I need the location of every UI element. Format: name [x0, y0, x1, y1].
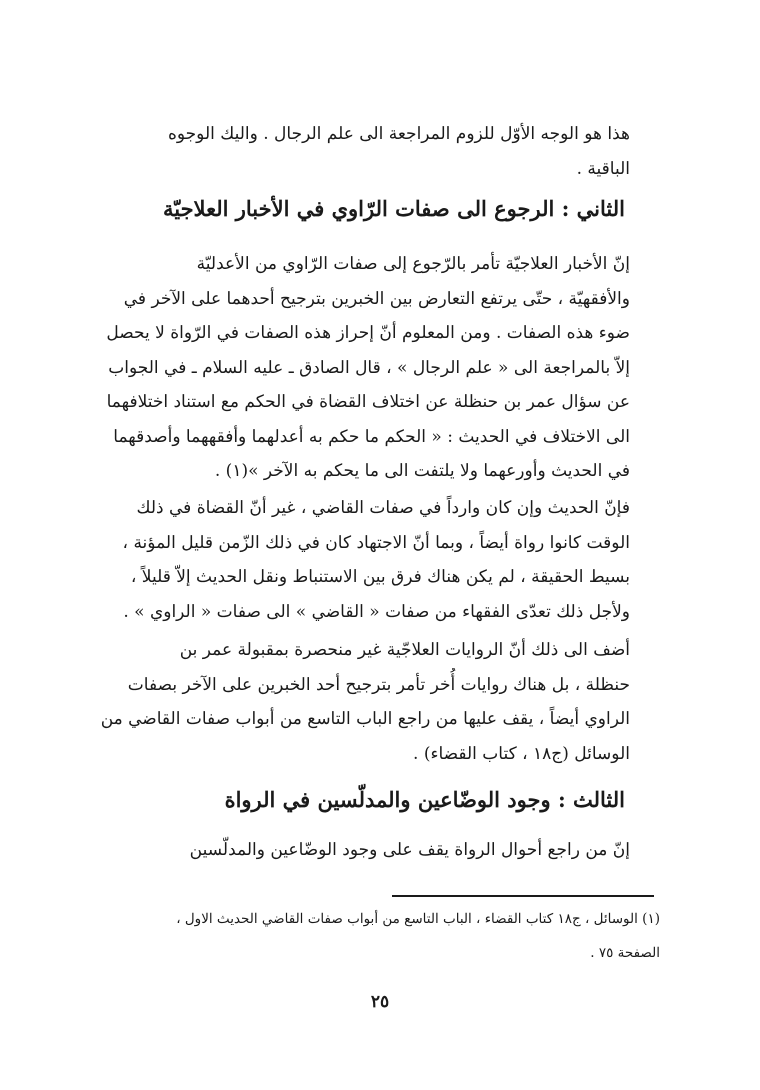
text-line: إنّ الأخبار العلاجيّة تأمر بالرّجوع إلى صفات الرّاوي من الأعدليّة: [196, 254, 630, 274]
text-line: هذا هو الوجه الأوّل للزوم المراجعة الى علم الرجال . واليك الوجوه: [167, 124, 630, 144]
text-line: ولأجل ذلك تعدّى الفقهاء من صفات « القاضي » الى صفات « الراوي » .: [123, 601, 630, 622]
section-heading-third: الثالث : وجود الوضّاعين والمدلّسين في الرواة: [224, 787, 625, 812]
intro-paragraph: [100, 117, 630, 186]
text-line: الباقية .: [576, 158, 630, 179]
text-line: حنظلة ، بل هناك روايات أُخر تأمر بترجيح أحد الخبرين على الآخر بصفات: [127, 674, 630, 695]
footnote-line: الصفحة ٧٥ .: [590, 945, 660, 961]
text-line: أضف الى ذلك أنّ الروايات العلاجّية غير منحصرة بمقبولة عمر بن: [179, 640, 630, 660]
footnote: [80, 902, 660, 970]
text-line: الراوي أيضاً ، يقف عليها من راجع الباب التاسع من أبواب صفات القاضي من: [100, 709, 630, 729]
text-line: إلاّ بالمراجعة الى « علم الرجال » ، قال الصادق ـ عليه السلام ـ في الجواب: [108, 357, 630, 378]
text-line: الوسائل (ج١٨ ، كتاب القضاء) .: [413, 743, 630, 764]
text-line: الوقت كانوا رواة أيضاً ، وبما أنّ الاجتهاد كان في ذلك الزّمن قليل المؤنة ،: [122, 532, 630, 553]
text-line: عن سؤال عمر بن حنظلة عن اختلاف القضاة في الحكم مع استناد اختلافهما: [106, 392, 630, 412]
text-line: إنّ من راجع أحوال الرواة يقف على وجود الوضّاعين والمدلّسين: [189, 840, 630, 860]
text-line: بسيط الحقيقة ، لم يكن هناك فرق بين الاستنباط ونقل الحديث إلاّ قليلاً ،: [130, 567, 630, 587]
text-line: الى الاختلاف في الحديث : « الحكم ما حكم به أعدلهما وأفقههما وأصدقهما: [113, 426, 630, 447]
footnote-line: (١) الوسائل ، ج١٨ كتاب القضاء ، الباب التاسع من أبواب صفات القاضي الحديث الاول ،: [176, 911, 660, 927]
text-line: فإنّ الحديث وإن كان وارداً في صفات القاضي ، غير أنّ القضاة في ذلك: [136, 498, 630, 518]
text-line: ضوء هذه الصفات . ومن المعلوم أنّ إحراز هذه الصفات في الرّواة لا يحصل: [106, 323, 630, 343]
text-line: في الحديث وأورعهما ولا يلتفت الى ما يحكم به الآخر »(١) .: [214, 461, 630, 481]
text-line: والأفقهيّة ، حتّى يرتفع التعارض بين الخبرين بترجيح أحدهما على الآخر في: [123, 288, 630, 309]
section3-paragraph-1: [100, 833, 630, 868]
section2-paragraph-1: [100, 247, 630, 489]
section-heading-second: الثاني : الرجوع الى صفات الرّاوي في الأخبار العلاجيّة: [162, 196, 625, 221]
section2-paragraph-2: [100, 491, 630, 629]
footnote-separator: [392, 895, 654, 897]
section2-paragraph-3: [100, 633, 630, 771]
page-number: ٢٥: [370, 992, 390, 1012]
